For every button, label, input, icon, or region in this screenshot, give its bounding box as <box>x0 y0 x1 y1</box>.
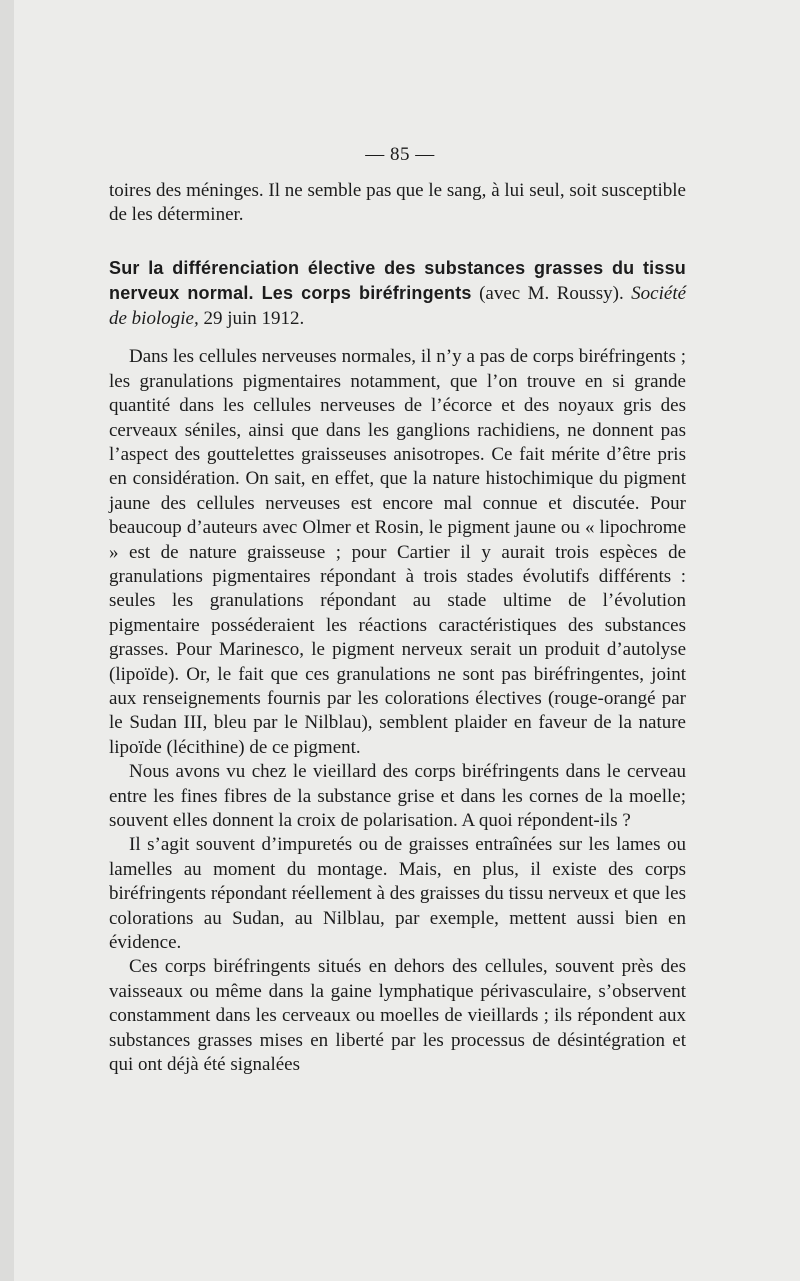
paragraph-2: Nous avons vu chez le vieillard des corps biréfringents dans le cerveau entre les fines fibres de la substance grise et dans les cornes de la moelle; souvent elles donnent la croix de polarisation. A quoi répondent-ils ? <box>109 761 686 832</box>
section-title: Sur la différenciation élective des substances grasses du tissu nerveux normal. Les corps biréfringents <box>109 257 686 304</box>
page-body <box>109 179 686 1078</box>
section-heading <box>109 256 686 332</box>
page-gutter <box>0 0 14 1281</box>
section-authors: (avec M. Roussy). <box>479 283 624 305</box>
continuation-paragraph: toires des méninges. Il ne semble pas que le sang, à lui seul, soit susceptible de les déterminer. <box>109 180 686 226</box>
paragraph-4: Ces corps biréfringents situés en dehors des cellules, souvent près des vaisseaux ou même dans la gaine lymphatique périvasculaire, s’observent constamment dans les cerveaux ou moelles de vieillards ; ils répondent aux substances grasses mises en liberté par les processus de désintégration et qui ont déjà été signalées <box>109 956 686 1076</box>
section-journal: Société de biologie, <box>109 283 687 329</box>
section-date: 29 juin 1912. <box>203 307 305 329</box>
paragraph-3: Il s’agit souvent d’impuretés ou de graisses entraînées sur les lames ou lamelles au moment du montage. Mais, en plus, il existe des corps biréfringents répondant réellement à des graisses du tissu nerveux et que les colorations au Sudan, au Nilblau, par exemple, mettent aussi bien en évidence. <box>109 834 686 954</box>
paragraph-1: Dans les cellules nerveuses normales, il n’y a pas de corps biréfringents ; les granulations pigmentaires notamment, que l’on trouve en si grande quantité dans les cellules nerveuses de l’écorce et des noyaux gris des cerveaux séniles, ainsi que dans les ganglions rachidiens, ne donnent pas l’aspect des gouttelettes graisseuses anisotropes. Ce fait mérite d’être pris en considération. On sait, en effet, que la nature histochimique du pigment jaune des cellules nerveuses est encore mal connue et discutée. Pour beaucoup d’auteurs avec Olmer et Rosin, le pigment jaune ou « lipochrome » est de nature graisseuse ; pour Cartier il y aurait trois espèces de granulations pigmentaires répondant à trois stades évolutifs différents : seules les granulations répondant au stade ultime de l’évolution pigmentaire posséderaient les réactions caractéristiques des substances grasses. Pour Marinesco, le pigment nerveux serait un produit d’autolyse (lipoïde). Or, le fait que ces granulations ne sont pas biréfringentes, joint aux renseignements fournis par les colorations électives (rouge-orangé par le Sudan III, bleu par le Nilblau), semblent plaider en faveur de la nature lipoïde (lécithine) de ce pigment. <box>109 346 686 758</box>
page-number: — 85 — <box>365 144 435 165</box>
